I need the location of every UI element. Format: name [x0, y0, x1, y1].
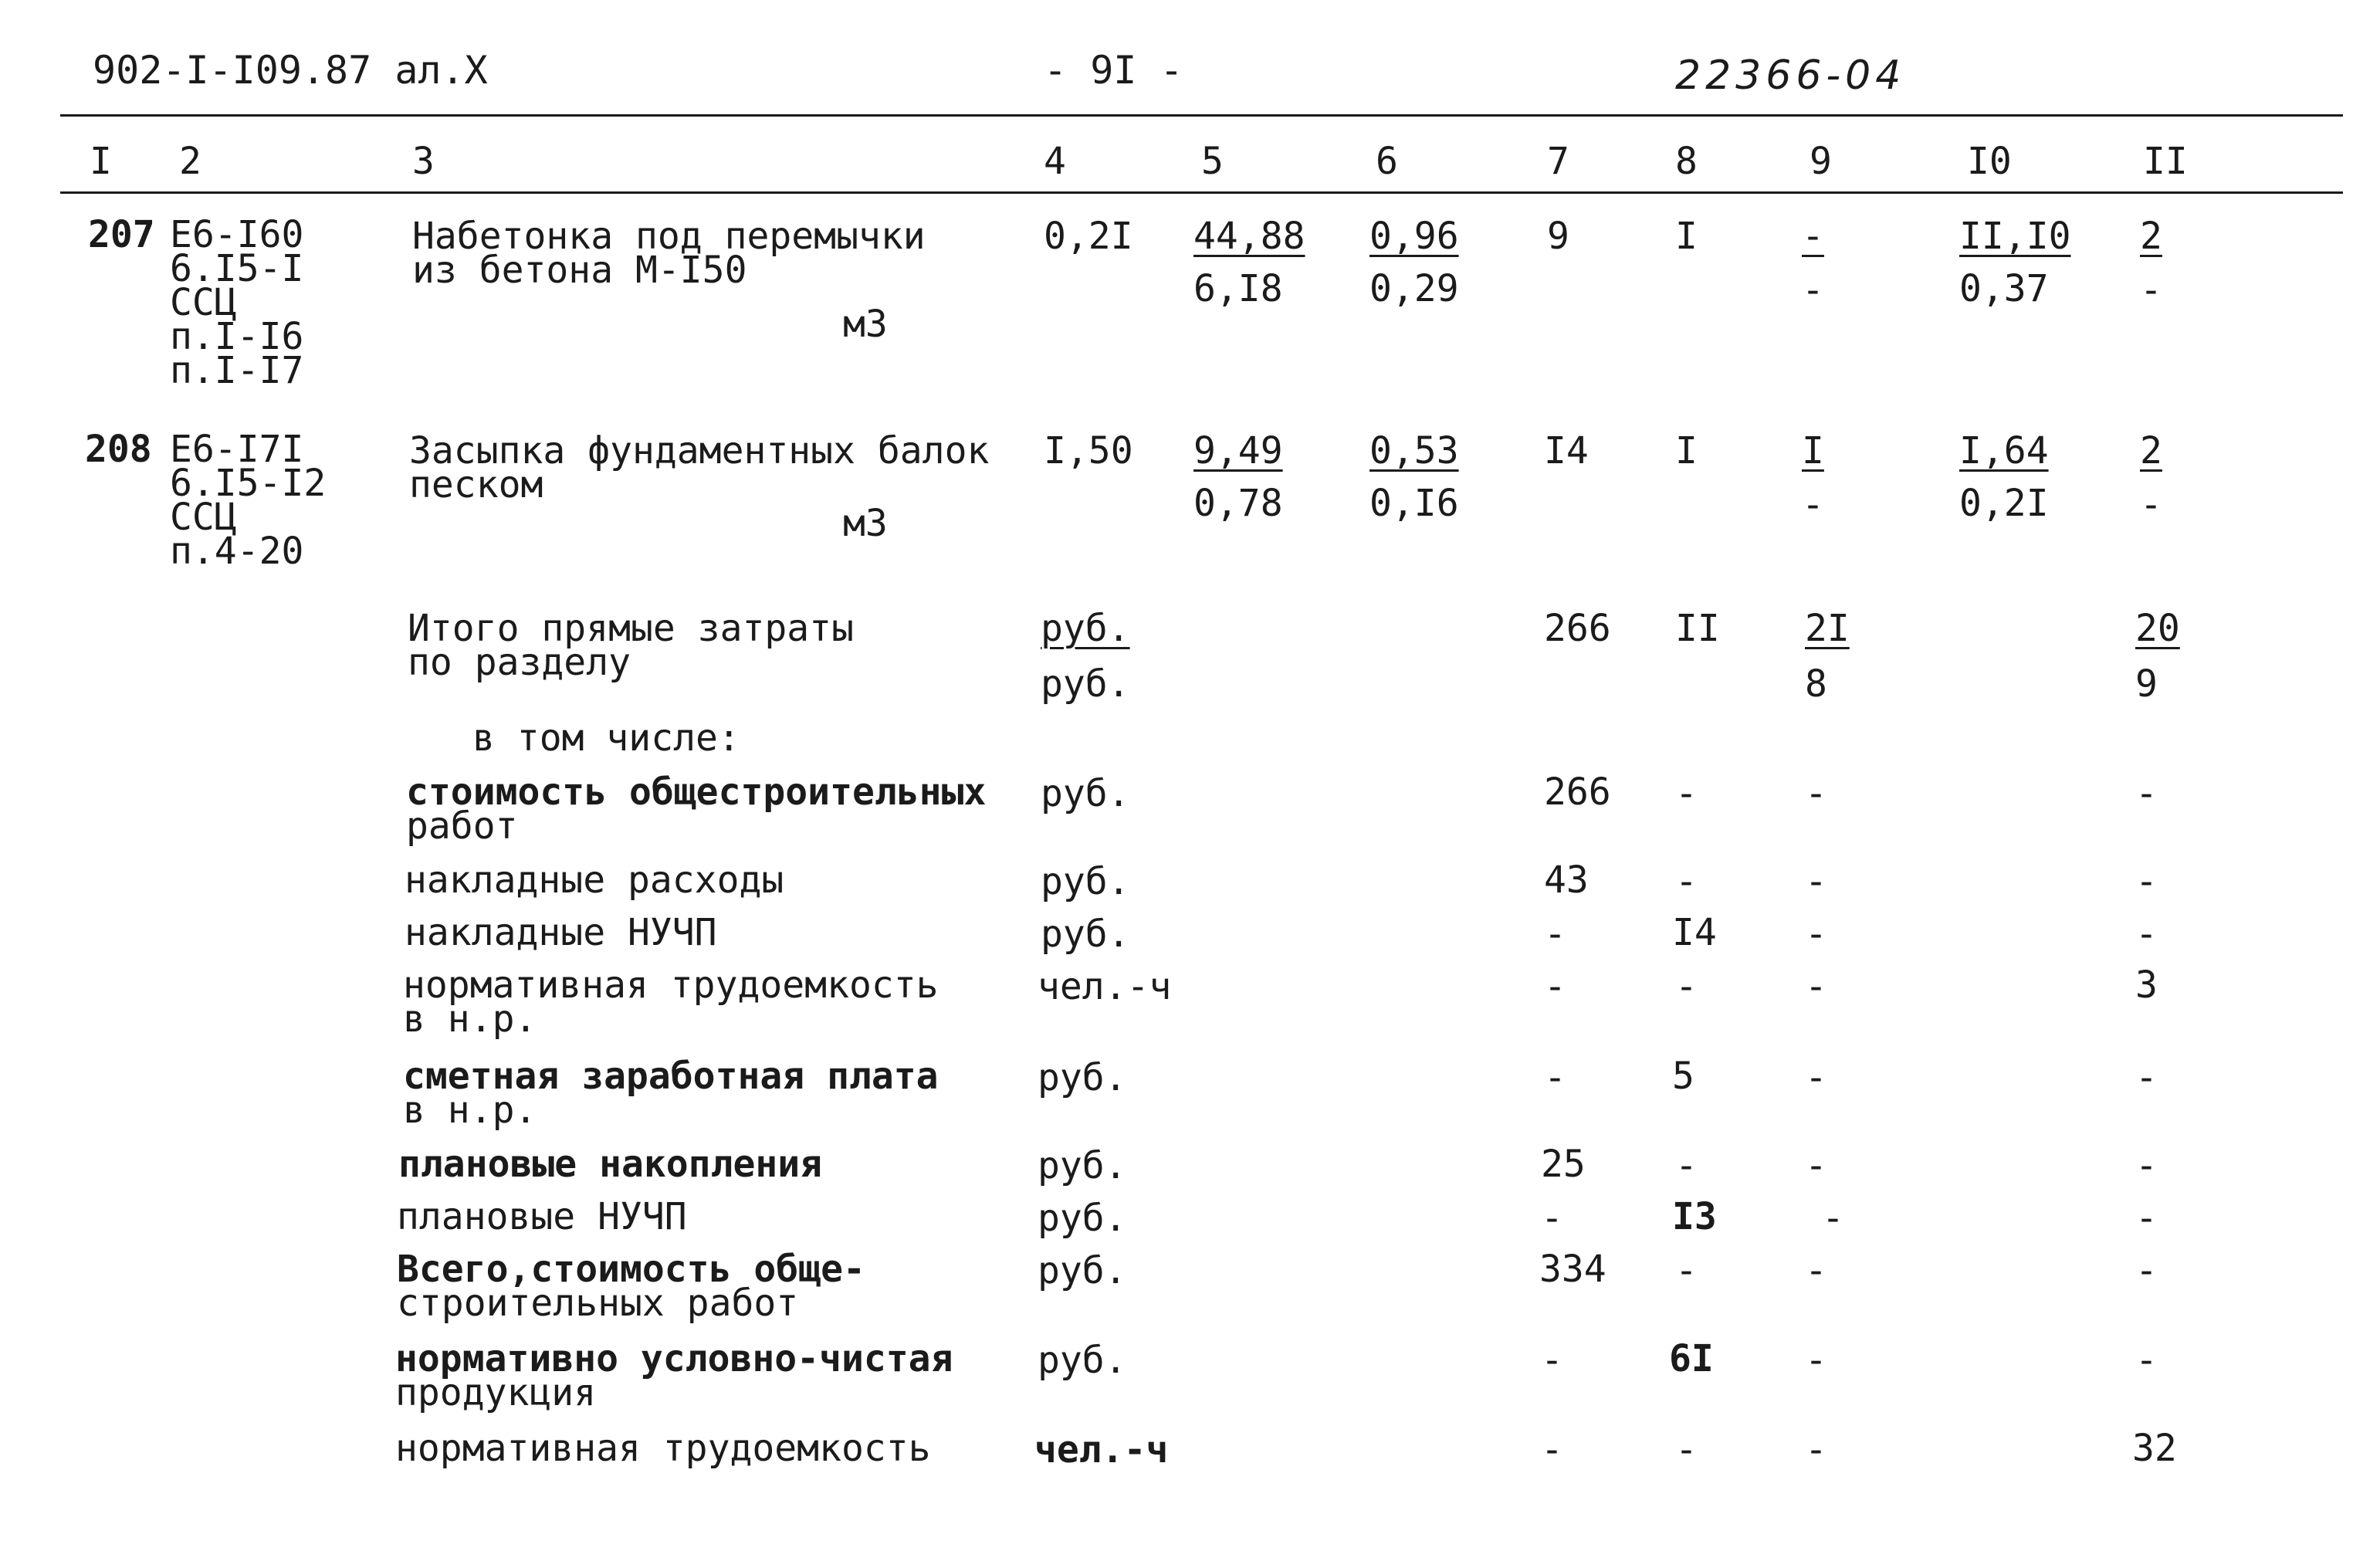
column-9-top: I — [1802, 429, 1824, 472]
totals-label-line: по разделу — [408, 641, 631, 684]
summary-column-11: - — [2135, 1056, 2158, 1099]
column-10-bottom: 0,37 — [1959, 267, 2049, 310]
summary-label-line: нормативная трудоемкость — [395, 1427, 931, 1470]
column-9-bottom: - — [1802, 483, 1824, 527]
column-11-top: 2 — [2140, 429, 2162, 472]
work-description-line: из бетона М-I50 — [412, 249, 747, 292]
summary-column-11: - — [2135, 1339, 2158, 1382]
header-bottom-rule — [60, 191, 2343, 194]
measure-unit: м3 — [843, 502, 888, 545]
summary-label-line: стоимость общестроительных — [406, 770, 987, 814]
rate-code-line: 6.I5-I2 — [170, 462, 327, 505]
summary-unit: руб. — [1038, 1144, 1127, 1187]
summary-column-7: - — [1541, 1197, 1563, 1240]
work-description-line: Засыпка фундаментных балок — [409, 429, 990, 472]
summary-column-9: - — [1822, 1197, 1844, 1240]
summary-column-7: - — [1544, 913, 1566, 956]
page-number: - 9I - — [1044, 48, 1183, 93]
summary-column-11: 32 — [2132, 1427, 2177, 1470]
column-header-4: 4 — [1044, 140, 1066, 183]
summary-column-7: 266 — [1544, 770, 1611, 814]
totals-column-7: 266 — [1544, 607, 1611, 650]
including-label: в том числе: — [472, 716, 740, 760]
totals-column-11-bottom: 9 — [2135, 662, 2158, 706]
summary-column-11: - — [2135, 860, 2158, 903]
summary-column-9: - — [1805, 1428, 1827, 1471]
unit-cost-machines-wages: 0,I6 — [1369, 482, 1459, 525]
column-header-3: 3 — [412, 140, 435, 183]
summary-column-9: - — [1805, 1249, 1827, 1292]
summary-column-8: - — [1675, 965, 1698, 1008]
summary-column-8: - — [1675, 1428, 1698, 1471]
column-11-bottom: - — [2140, 269, 2162, 312]
work-description-line: песком — [409, 463, 543, 506]
summary-column-7: 43 — [1544, 859, 1589, 902]
rate-code-line: п.4-20 — [170, 530, 304, 573]
rate-code-line: 6.I5-I — [170, 247, 304, 290]
column-8-value: I — [1675, 215, 1698, 258]
summary-column-11: - — [2135, 1249, 2158, 1292]
summary-unit: чел.-ч — [1034, 1428, 1169, 1471]
summary-column-9: - — [1805, 913, 1827, 956]
summary-column-8: 5 — [1672, 1055, 1694, 1098]
summary-label-line: плановые накопления — [398, 1143, 823, 1186]
inventory-number: 22366-04 — [1675, 52, 1906, 99]
summary-column-9: - — [1805, 1339, 1827, 1382]
summary-column-8: - — [1675, 860, 1698, 903]
summary-unit: руб. — [1038, 1056, 1127, 1099]
column-7-value: I4 — [1544, 429, 1589, 472]
column-header-9: 9 — [1810, 140, 1832, 183]
summary-label-line: плановые НУЧП — [397, 1195, 687, 1238]
summary-column-8: I4 — [1672, 911, 1717, 954]
column-7-value: 9 — [1547, 215, 1569, 258]
summary-column-7: - — [1544, 965, 1566, 1008]
measure-unit: м3 — [843, 303, 888, 346]
column-10-top: I,64 — [1959, 429, 2049, 472]
summary-unit: чел.-ч — [1038, 965, 1172, 1008]
column-9-bottom: - — [1802, 269, 1824, 312]
summary-column-11: - — [2135, 1197, 2158, 1240]
column-header-6: 6 — [1376, 140, 1398, 183]
column-11-bottom: - — [2140, 483, 2162, 527]
summary-label-line: в н.р. — [403, 1089, 537, 1132]
summary-column-8: - — [1675, 1144, 1698, 1187]
summary-column-9: - — [1805, 1144, 1827, 1187]
totals-unit-bottom: руб. — [1041, 662, 1130, 706]
totals-column-9-bottom: 8 — [1805, 662, 1827, 706]
quantity: I,50 — [1044, 429, 1133, 472]
totals-column-11-top: 20 — [2135, 607, 2180, 650]
column-9-top: - — [1802, 215, 1824, 258]
column-8-value: I — [1675, 429, 1698, 472]
summary-unit: руб. — [1038, 1197, 1127, 1240]
summary-column-9: - — [1805, 965, 1827, 1008]
row-number: 208 — [85, 428, 152, 471]
summary-column-8: - — [1675, 772, 1698, 815]
column-header-7: 7 — [1547, 140, 1569, 183]
summary-column-8: I3 — [1672, 1195, 1717, 1238]
totals-label-line: Итого прямые затраты — [408, 607, 854, 650]
totals-column-9-top: 2I — [1805, 607, 1850, 650]
column-header-11: II — [2143, 140, 2188, 183]
column-header-2: 2 — [179, 140, 201, 183]
totals-unit-top: руб. — [1041, 607, 1130, 650]
unit-cost-total: 44,88 — [1193, 215, 1305, 258]
column-header-10: I0 — [1967, 140, 2012, 183]
summary-column-9: - — [1805, 860, 1827, 903]
summary-unit: руб. — [1038, 1249, 1127, 1292]
summary-column-11: - — [2135, 1144, 2158, 1187]
summary-label-line: работ — [406, 804, 518, 848]
summary-label-line: нормативно условно-чистая — [395, 1337, 953, 1380]
rate-code-line: п.I-I7 — [170, 349, 304, 392]
quantity: 0,2I — [1044, 215, 1133, 258]
row-number: 207 — [88, 213, 155, 256]
summary-column-9: - — [1805, 1056, 1827, 1099]
work-description-line: Набетонка под перемычки — [412, 215, 926, 258]
column-10-top: II,I0 — [1959, 215, 2071, 258]
summary-column-8: 6I — [1669, 1337, 1714, 1380]
summary-label-line: строительных работ — [397, 1282, 799, 1325]
rate-code-line: Е6-I7I — [170, 428, 304, 471]
unit-cost-machines: 0,53 — [1369, 429, 1459, 472]
summary-label-line: сметная заработная плата — [403, 1055, 939, 1098]
summary-column-9: - — [1805, 772, 1827, 815]
summary-column-7: - — [1541, 1339, 1563, 1382]
rate-code-line: ССЦ — [170, 496, 237, 539]
column-header-8: 8 — [1675, 140, 1698, 183]
rate-code-line: Е6-I60 — [170, 213, 304, 256]
rate-code-line: ССЦ — [170, 281, 237, 324]
column-header-1: I — [90, 140, 112, 183]
unit-cost-wages: 0,78 — [1193, 482, 1283, 525]
summary-unit: руб. — [1041, 772, 1130, 815]
summary-column-7: - — [1544, 1056, 1566, 1099]
unit-cost-machines-wages: 0,29 — [1369, 267, 1459, 310]
unit-cost-wages: 6,I8 — [1193, 267, 1283, 310]
summary-label-line: Всего,стоимость обще- — [397, 1248, 865, 1291]
summary-unit: руб. — [1038, 1339, 1127, 1382]
summary-label-line: накладные НУЧП — [405, 911, 717, 954]
column-header-5: 5 — [1201, 140, 1224, 183]
summary-column-11: 3 — [2135, 963, 2158, 1007]
summary-column-11: - — [2135, 772, 2158, 815]
column-10-bottom: 0,2I — [1959, 482, 2049, 525]
summary-label-line: в н.р. — [403, 997, 537, 1041]
document-code: 902-I-I09.87 ал.X — [93, 48, 488, 93]
summary-label-line: продукция — [395, 1371, 597, 1414]
summary-column-8: - — [1675, 1249, 1698, 1292]
column-11-top: 2 — [2140, 215, 2162, 258]
summary-unit: руб. — [1041, 913, 1130, 956]
summary-column-7: 334 — [1539, 1248, 1606, 1291]
totals-column-8: II — [1675, 607, 1720, 650]
summary-column-7: - — [1541, 1428, 1563, 1471]
rate-code-line: п.I-I6 — [170, 315, 304, 358]
summary-column-7: 25 — [1541, 1143, 1586, 1186]
summary-column-11: - — [2135, 913, 2158, 956]
header-top-rule — [60, 114, 2343, 117]
summary-label-line: нормативная трудоемкость — [403, 963, 939, 1007]
unit-cost-total: 9,49 — [1193, 429, 1283, 472]
summary-unit: руб. — [1041, 860, 1130, 903]
unit-cost-machines: 0,96 — [1369, 215, 1459, 258]
summary-label-line: накладные расходы — [405, 859, 784, 902]
